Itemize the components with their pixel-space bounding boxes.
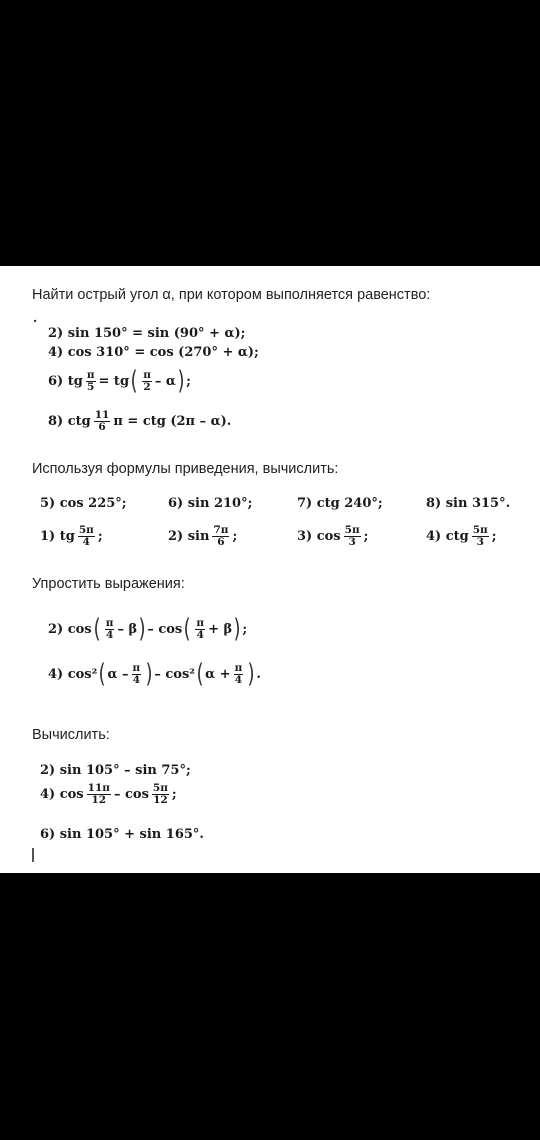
section-heading-reduction: Используя формулы приведения, вычислить:: [32, 461, 339, 477]
simplify-4: 4) cos² ( α – $\frac{\pi}{4}$ ) – cos² ( α + $\frac{\pi}{4}$ ) .: [48, 659, 261, 689]
equation-2: 2) sin 150° = sin (90° + α);: [48, 326, 246, 341]
task-1-fraction: $\frac{5\pi}{4}$: [78, 524, 94, 548]
eq8-prefix: 8) ctg: [48, 414, 91, 429]
task-2-fraction: $\frac{7\pi}{6}$: [213, 524, 229, 548]
simplify-4-fraction-a: $\frac{\pi}{4}$: [132, 661, 141, 686]
task-3: 3) cos $\frac{5\pi}{3}$ ;: [297, 524, 369, 548]
calc-2: 2) sin 105° – sin 75°;: [40, 763, 191, 778]
bullet-dot: ·: [33, 314, 38, 328]
simplify-2-fraction-a: $\frac{\pi}{4}$: [105, 616, 114, 641]
simplify-4-fraction-b: $\frac{\pi}{4}$: [234, 661, 243, 686]
task-4: 4) ctg $\frac{5\pi}{3}$ ;: [426, 524, 497, 548]
calc-4-fraction-a: $\frac{11\pi}{12}$: [87, 782, 110, 806]
eq6-fraction-1: $\frac{\pi}{5}$: [86, 368, 95, 393]
calc-6: 6) sin 105° + sin 165°.: [40, 827, 204, 842]
task-7: 7) ctg 240°;: [297, 496, 383, 511]
task-4-fraction: $\frac{5\pi}{3}$: [472, 524, 488, 548]
task-5: 5) cos 225°;: [40, 496, 127, 511]
calc-4: 4) cos $\frac{11\pi}{12}$ – cos $\frac{5\pi}{12}$ ;: [40, 782, 177, 806]
equation-8: [48, 410, 231, 433]
text-cursor[interactable]: [32, 848, 34, 862]
eq6-inner: – α: [154, 373, 176, 389]
eq8-fraction: $\frac{11}{6}$: [94, 409, 110, 433]
task-2: 2) sin $\frac{7\pi}{6}$ ;: [168, 524, 238, 548]
section-heading-angle: Найти острый угол α, при котором выполняется равенство:: [32, 287, 431, 303]
task-8: 8) sin 315°.: [426, 496, 511, 511]
equation-6: 6) tg $\frac{\pi}{5}$ = tg ( $\frac{\pi}{2}$ – α ) ;: [48, 366, 191, 396]
section-heading-simplify: Упростить выражения:: [32, 576, 185, 592]
eq6-fraction-2: $\frac{\pi}{2}$: [143, 368, 151, 393]
simplify-2-fraction-b: $\frac{\pi}{4}$: [196, 616, 205, 641]
task-3-fraction: $\frac{5\pi}{3}$: [344, 524, 360, 548]
task-1: 1) tg $\frac{5\pi}{4}$ ;: [40, 524, 103, 548]
eq8-rest: π = ctg (2π – α).: [113, 414, 232, 429]
task-6: 6) sin 210°;: [168, 496, 253, 511]
eq6-middle: = tg: [98, 373, 130, 389]
calc-4-fraction-b: $\frac{5\pi}{12}$: [152, 782, 168, 806]
equation-4: 4) cos 310° = cos (270° + α);: [48, 345, 259, 360]
section-heading-calculate: Вычислить:: [32, 727, 110, 743]
simplify-2: 2) cos ( $\frac{\pi}{4}$ – β ) – cos ( $\frac{\pi}{4}$ + β ) ;: [48, 614, 248, 644]
eq6-prefix: 6) tg: [48, 373, 83, 389]
